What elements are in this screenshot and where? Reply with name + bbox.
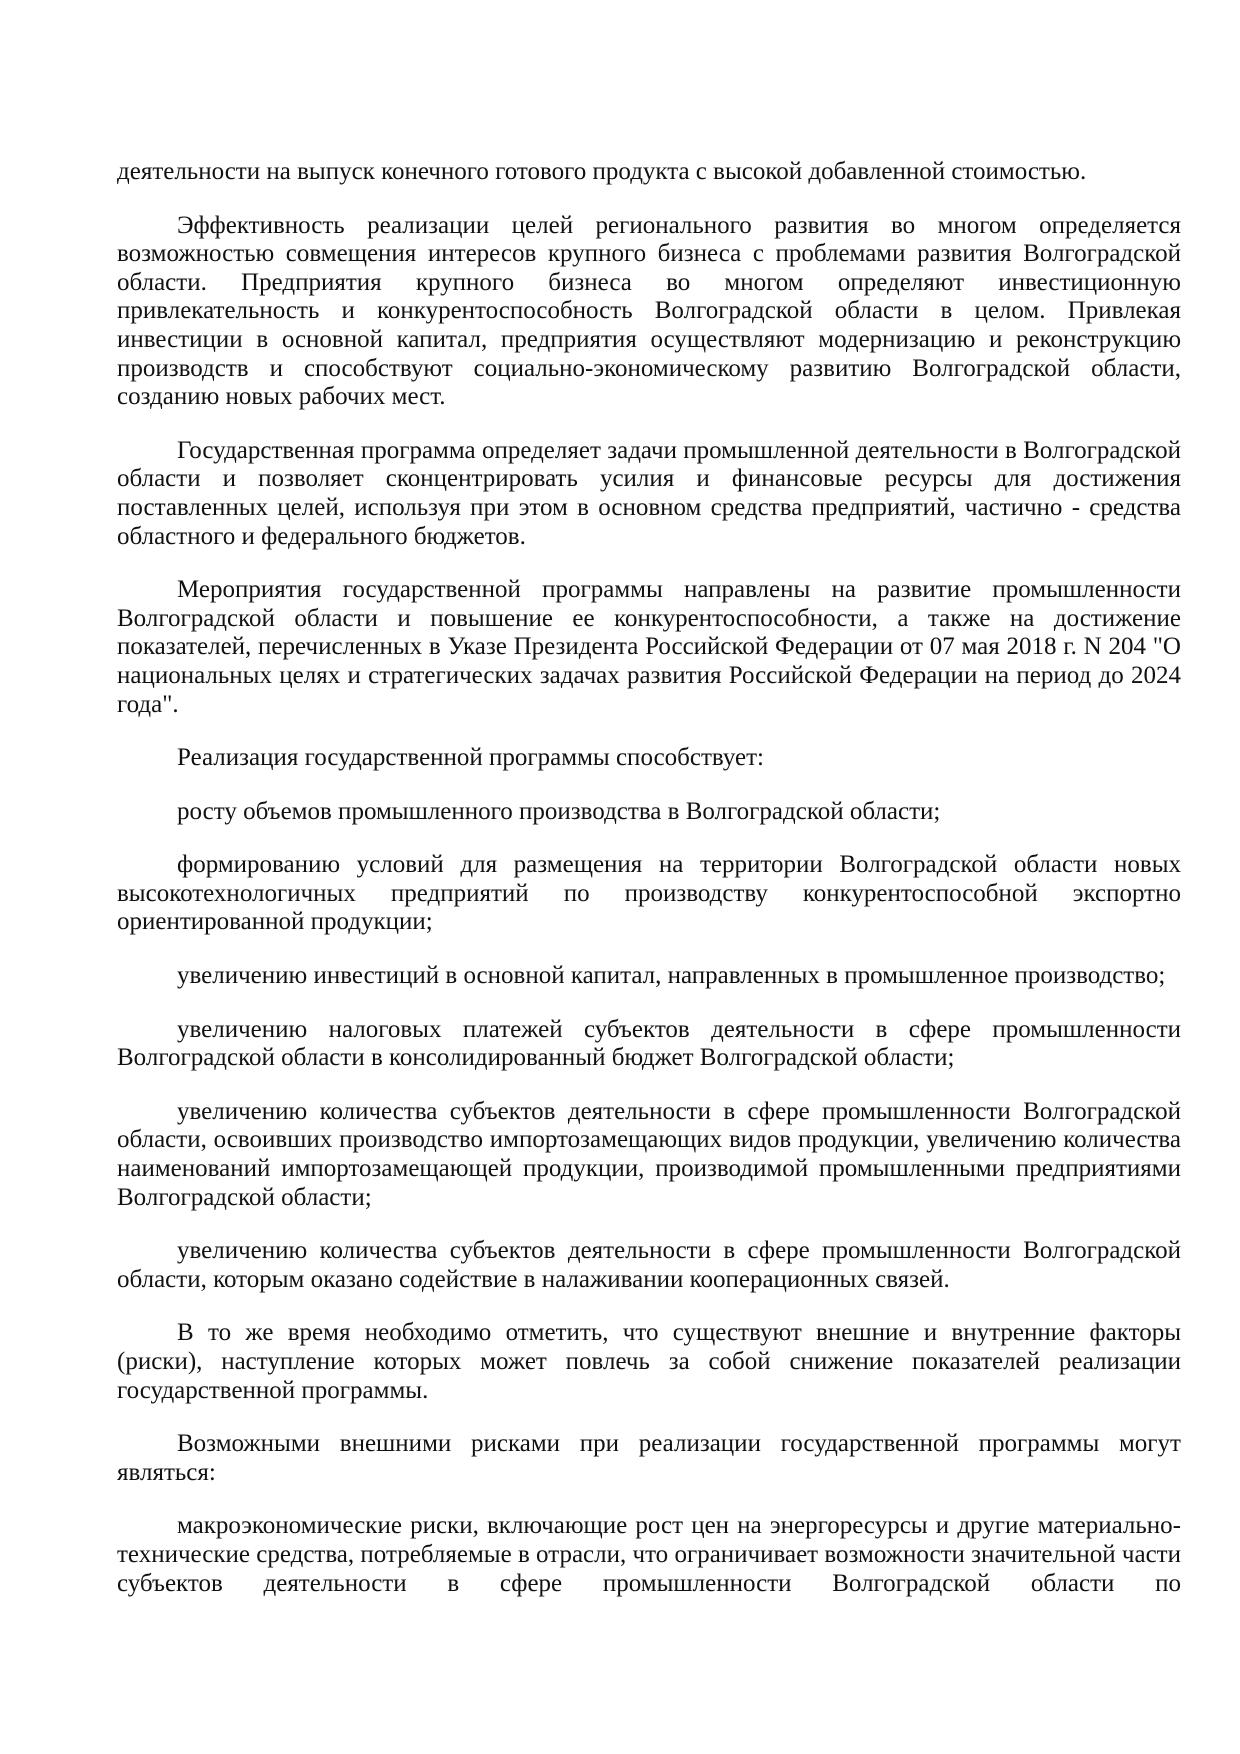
paragraph: Эффективность реализации целей регионального развития во многом определяется возможностью совмещения интересов крупного бизнеса с проблемами развития Волгоградской области. Предприятия крупного бизнеса во многом определяют инвестиционную привлекательность и конкурентоспособность Волгоградской области в целом. Привлекая инвестиции в основной капитал, предприятия осуществляют модернизацию и реконструкцию производств и способствуют социально-экономическому развитию Волгоградской области, созданию новых рабочих мест.	[117, 211, 1181, 411]
paragraph: Государственная программа определяет задачи промышленной деятельности в Волгоградской области и позволяет сконцентрировать усилия и финансовые ресурсы для достижения поставленных целей, используя при этом в основном средства предприятий, частично - средства областного и федерального бюджетов.	[117, 436, 1181, 550]
list-item: увеличению налоговых платежей субъектов деятельности в сфере промышленности Волгоградской области в консолидированный бюджет Волгоградской области;	[117, 1015, 1181, 1072]
paragraph: Возможными внешними рисками при реализации государственной программы могут являться:	[117, 1430, 1181, 1486]
list-item: росту объемов промышленного производства в Волгоградской области;	[177, 797, 941, 825]
paragraph: В то же время необходимо отметить, что существуют внешние и внутренние факторы (риски), наступление которых может повлечь за собой снижение показателей реализации государственной программы.	[117, 1319, 1181, 1404]
paragraph: Реализация государственной программы способствует:	[177, 744, 764, 772]
list-item: увеличению количества субъектов деятельности в сфере промышленности Волгоградской области, освоивших производство импортозамещающих видов продукции, увеличению количества наименований импортозамещающей продукции, производимой промышленными предприятиями Волгоградской области;	[117, 1097, 1181, 1211]
list-item: увеличению количества субъектов деятельности в сфере промышленности Волгоградской области, которым оказано содействие в налаживании кооперационных связей.	[117, 1237, 1181, 1293]
list-item: макроэкономические риски, включающие рост цен на энергоресурсы и другие материально-технические средства, потребляемые в отрасли, что ограничивает возможности значительной части субъектов деятельности в сфере промышленности Волгоградской области по	[117, 1512, 1181, 1597]
document-page	[117, 158, 1181, 1623]
list-item: увеличению инвестиций в основной капитал, направленных в промышленное производство;	[177, 962, 1166, 990]
list-item: формированию условий для размещения на территории Волгоградской области новых высокотехнологичных предприятий по производству конкурентоспособной экспортно ориентированной продукции;	[117, 851, 1181, 936]
paragraph: Мероприятия государственной программы направлены на развитие промышленности Волгоградской области и повышение ее конкурентоспособности, а также на достижение показателей, перечисленных в Указе Президента Российской Федерации от 07 мая 2018 г. N 204 "О национальных целях и стратегических задачах развития Российской Федерации на период до 2024 года".	[117, 576, 1181, 718]
paragraph-continuation: деятельности на выпуск конечного готового продукта с высокой добавленной стоимостью.	[117, 158, 1087, 185]
